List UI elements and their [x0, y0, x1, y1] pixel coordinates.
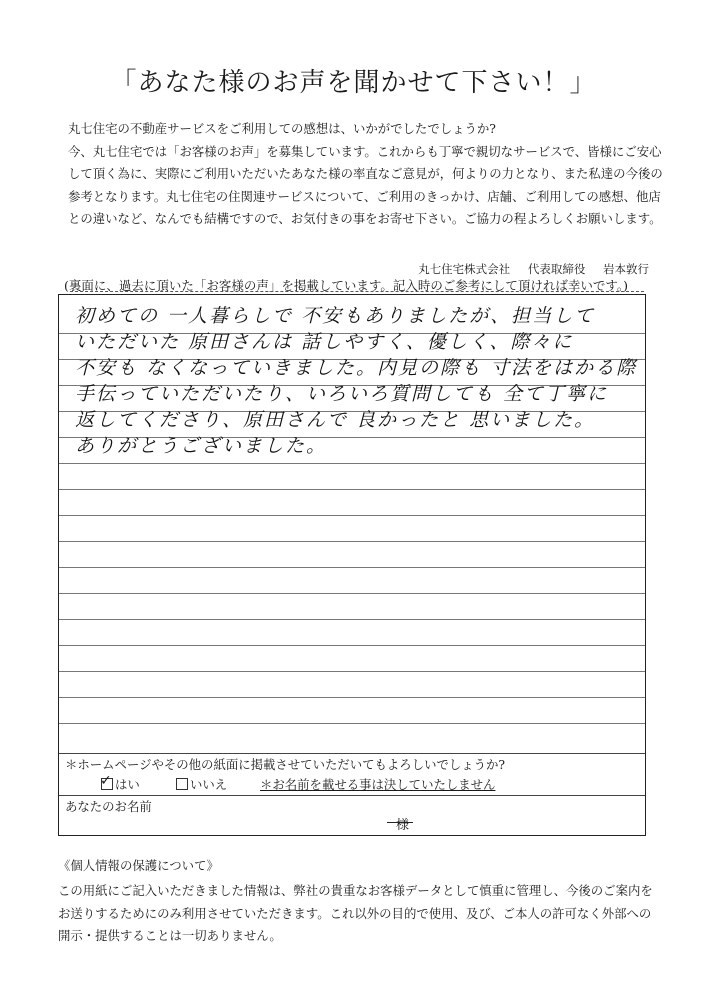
privacy-section — [58, 856, 678, 948]
comment-area[interactable] — [59, 295, 645, 753]
ruled-line — [59, 723, 645, 724]
company-role: 代表取締役 — [527, 262, 586, 276]
intro-text — [68, 118, 663, 231]
ruled-line — [59, 593, 645, 594]
handwritten-line: 返してくださり、原田さんで 良かったと 思いました。 — [75, 409, 596, 431]
intro-line: 丸七住宅の不動産サービスをご利用しての感想は、いかがでしたでしょうか? — [68, 121, 496, 136]
ruled-line — [59, 515, 645, 516]
privacy-line: 開示・提供することは一切ありません。 — [58, 928, 282, 943]
ruled-line — [59, 645, 645, 646]
check-mark-icon: ✓ — [100, 773, 112, 789]
name-label: あなたのお名前 — [65, 799, 152, 814]
intro-line: との違いなど、なんでも結構ですので、お気付きの事をお寄せ下さい。ご協力の程よろしくお願いします。 — [68, 211, 662, 226]
company-name: 丸七住宅株式会社 — [418, 262, 511, 276]
intro-line: 参考となります。丸七住宅の住関連サービスについて、ご利用のきっかけ、店舗、ご利用しての感想、他店 — [68, 188, 661, 204]
consent-yes-option[interactable] — [101, 775, 140, 793]
company-signature — [404, 261, 649, 277]
no-label: いいえ — [190, 777, 228, 792]
handwritten-line: 不安も なくなっていきました。内見の際も 寸法をはかる際 — [75, 357, 638, 379]
publish-consent — [59, 753, 645, 796]
consent-no-option[interactable] — [176, 775, 227, 793]
handwritten-line: 初めての 一人暮らしで 不安もありましたが、担当して — [75, 305, 596, 327]
honorific-suffix: 様 — [396, 818, 410, 833]
note-underline — [70, 291, 644, 292]
ruled-line — [59, 541, 645, 542]
intro-line: して頂く為に、実際にご利用いただいたあなた様の率直なご意見が，何よりの力となり、また私達の今後の — [68, 166, 663, 181]
ruled-line — [59, 671, 645, 672]
ruled-line — [59, 489, 645, 490]
ruled-line — [59, 619, 645, 620]
yes-checkbox[interactable] — [100, 773, 113, 790]
handwritten-line: ありがとうございました。 — [75, 435, 328, 457]
privacy-line: お送りするためにのみ利用させていただきます。これ以外の目的で使用、及び、ご本人の許可なく外部への — [58, 905, 652, 921]
handwritten-line: いただいた 原田さんは 話しやすく、優しく、際々に — [75, 331, 574, 353]
name-privacy-note: ＊お名前を載せる事は決していたしません — [260, 777, 496, 792]
intro-line: 今、丸七住宅では「お客様のお声」を募集しています。これからも丁寧で親切なサービスで、皆様にご安心 — [68, 143, 662, 159]
privacy-heading: 《個人情報の保護について》 — [58, 858, 219, 873]
handwritten-line: 手伝っていただいたり、いろいろ質問しても 全て丁寧に — [75, 383, 609, 405]
company-person: 岩本敦行 — [603, 262, 649, 276]
no-checkbox[interactable] — [176, 778, 188, 790]
page-title: 「あなた様のお声を聞かせて下さい！」 — [110, 68, 597, 98]
consent-question: ＊ホームページやその他の紙面に掲載させていただいてもよろしいでしょうか? — [65, 757, 506, 772]
yes-label: はい — [115, 777, 140, 792]
ruled-line — [59, 697, 645, 698]
reference-note: (裏面に、過去に頂いた「お客様の声」を掲載しています。記入時のご参考にして頂ければ幸いです。) — [64, 278, 629, 293]
name-field[interactable] — [59, 795, 645, 838]
feedback-form — [58, 294, 646, 836]
strike-mark — [387, 822, 413, 823]
ruled-line — [59, 567, 645, 568]
privacy-line: この用紙にご記入いただきました情報は、弊社の貴重なお客様データとして慎重に管理し、今後のご案内を — [58, 883, 653, 898]
ruled-line — [59, 463, 645, 464]
